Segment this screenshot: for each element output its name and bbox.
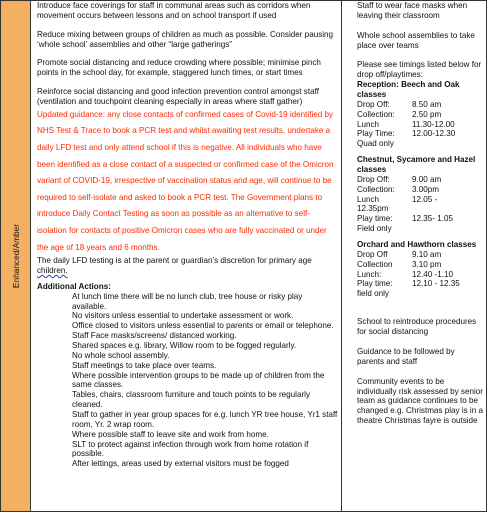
row-label: Enhanced/Amber [10, 223, 21, 289]
play-area-note: field only [357, 289, 389, 299]
row-label-cell [1, 1, 31, 511]
measure-reduce-mixing: Reduce mixing between groups of children as much as possible. Consider pausing ‘whole school’ assemblies and other “large gatherings” [37, 29, 334, 49]
timings-intro: Please see timings listed below for drop off/playtimes: [357, 60, 482, 80]
action-item: Shared spaces e.g. library, Willow room to be fogged regularly. [72, 340, 297, 350]
timing-row: Collection: 2.50 pm [357, 109, 442, 119]
lfd-discretion: The daily LFD testing is at the parent or guardian’s discretion for primary age children. [37, 256, 312, 275]
play-area-note: Field only [357, 224, 392, 234]
action-item: Where possible staff to leave site and work from home. [72, 429, 269, 439]
community-events-note: Community events to be individually risk assessed by senior team as guidance continues to be changed e.g. Christmas play is in a theatre Christmas fayre is outside [357, 376, 483, 426]
timing-row: Drop Off: 9.00 am [357, 174, 442, 184]
timing-row: Collection 3.10 pm [357, 259, 442, 269]
action-item: Staff to gather in year group spaces for e.g. lunch YR tree house, Yr1 staff room, Yr. 2 wrap room. [72, 409, 338, 429]
assemblies-note: Whole school assemblies to take place over teams [357, 30, 475, 50]
timing-row: Play time: 12.35- 1.05 [357, 214, 453, 224]
action-item: After lettings, areas used by external visitors must be fogged [72, 459, 289, 469]
action-item: Office closed to visitors unless essential to parents or email or telephone. [72, 321, 334, 331]
measure-face-coverings: Introduce face coverings for staff in communal areas such as corridors when movement occurs between lessons and on school transport if used [37, 1, 311, 20]
action-item: Tables, chairs, classroom furniture and touch points to be regularly cleaned. [72, 390, 310, 410]
staff-masks-note: Staff to wear face masks when leaving their classroom [357, 1, 468, 20]
notes-cell [343, 1, 486, 511]
group-heading-orchard: Orchard and Hawthorn classes [357, 240, 477, 250]
action-item: Staff meetings to take place over teams. [72, 360, 217, 370]
timing-row: Collection: 3.00pm [357, 184, 439, 194]
action-item: No whole school assembly. [72, 350, 170, 360]
timing-row: Lunch 12.05 - [357, 194, 438, 204]
action-item: SLT to protect against infection through work from home rotation if possible. [72, 439, 309, 459]
timing-row: Drop Off 9.10 am [357, 249, 442, 259]
timing-row: Drop Off: 8.50 am [357, 99, 442, 109]
social-distancing-note: School to reintroduce procedures for social distancing [357, 317, 477, 337]
measures-cell [31, 1, 342, 511]
group-heading-chestnut: Chestnut, Sycamore and Hazel classes [357, 155, 476, 175]
measure-infection-control: Reinforce social distancing and good infection prevention control amongst staff (ventilation and touchpoint cleaning especially in areas where staff gather) [37, 87, 319, 107]
guidance-note: Guidance to be followed by parents and staff [357, 346, 455, 366]
timing-row: Lunch 11.30-12.00 [357, 119, 455, 129]
action-item: Staff Face masks/screens/ distanced working. [72, 331, 237, 341]
timing-row: Play Time: 12.00-12.30 [357, 129, 456, 139]
action-item: At lunch time there will be no lunch club, tree house or risky play available. [72, 291, 303, 311]
measure-social-distancing: Promote social distancing and reduce crowding where possible; minimise pinch points in the school day, for example, staggered lunch times, or start times [37, 58, 321, 78]
updated-guidance: Updated guidance: any close contacts of confirmed cases of Covid-19 identified by NHS Test & Trace to book a PCR test and whilst awaiting test results, undertake a daily LFD test and only attend school if this is negative. All individuals who have been identified as a close contact of a suspected or confirmed case of the Omicron variant of COVID-19, irrespective of vaccination status and age, will continue to be required to self-isolate and asked to book a PCR test. The Government plans to introduce Daily Contact Testing as soon as possible as an alternative to self-isolation for contacts of positive Omicron cases who are fully vaccinated or under the age of 18 years and 6 months. [37, 109, 334, 252]
action-item: No visitors unless essential to undertake assessment or work. [72, 311, 294, 321]
timing-wrap: 12.35pm [357, 204, 389, 214]
additional-actions-heading: Additional Actions: [37, 281, 111, 291]
timing-row: Lunch: 12.40 -1.10 [357, 269, 453, 279]
additional-actions-list [37, 292, 338, 469]
timing-row: Play time: 12.10 - 12.35 [357, 279, 460, 289]
group-heading-reception: Reception: Beech and Oak classes [357, 80, 460, 100]
play-area-note: Quad only [357, 139, 394, 149]
action-item: Where possible intervention groups to be made up of children from the same classes. [72, 370, 325, 390]
